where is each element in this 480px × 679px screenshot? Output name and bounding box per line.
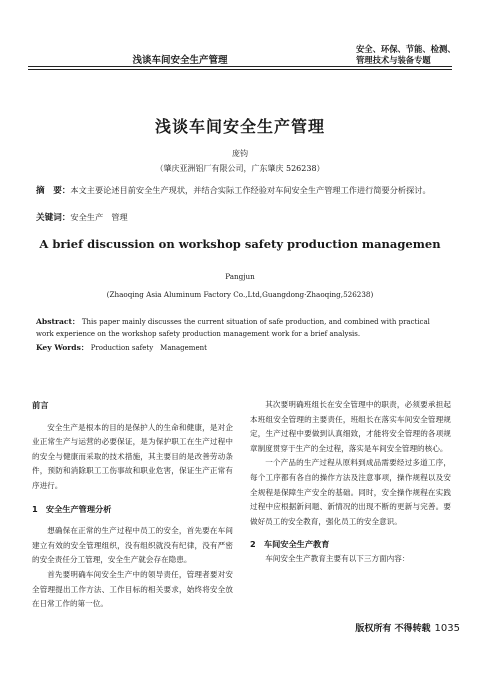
keywords-text-en: Production safety Management	[90, 344, 207, 352]
abstract-label-cn: 摘 要：	[36, 186, 71, 196]
keywords-en	[36, 342, 448, 353]
header-rule-top	[28, 66, 452, 67]
keywords-cn	[36, 211, 446, 223]
abstract-cn	[36, 183, 446, 198]
running-header-title: 浅谈车间安全生产管理	[132, 55, 228, 66]
author-cn: 庞钧	[232, 149, 248, 158]
body-paragraph: 首先要明确车间安全生产中的领导责任，管理者要对安全管理提出工作方法、工作目标的相关要求，始终将安全放在日常工作的第一位。	[32, 569, 233, 609]
preface-heading: 前言	[32, 400, 49, 410]
section-1-heading: 1 安全生产管理分析	[32, 503, 112, 514]
page-footer	[300, 621, 460, 634]
page-number: 1035	[434, 623, 460, 634]
keywords-text-cn: 安全生产 管理	[70, 212, 128, 222]
body-column-left	[32, 398, 233, 612]
section-line-1: 安全、环保、节能、检测、	[356, 44, 456, 54]
body-paragraph: 安全生产是根本的目的是保护人的生命和健康，是对企业正常生产与运营的必要保证，是为保护职工在生产过程中的安全与健康而采取的技术措施，其主要目的是改善劳动条件，预防和消除职工工伤事故和职业危害，保证生产正常有序进行。	[32, 422, 233, 490]
keywords-label-cn: 关键词：	[36, 213, 71, 223]
abstract-label-en: Abstract：	[36, 317, 80, 326]
affiliation-en: (Zhaoqing Asia Aluminum Factory Co.,Ltd,Guangdong·Zhaoqing,526238)	[106, 290, 374, 299]
section-2-heading: 2 车间安全生产教育	[250, 539, 330, 550]
author-en: Pangjun	[225, 272, 255, 281]
section-line-2: 管理技术与装备专题	[356, 55, 431, 65]
paper-title-en: A brief discussion on workshop safety production managemen	[39, 237, 441, 251]
keywords-label-en: Key Words：	[36, 343, 89, 352]
body-paragraph: 其次要明确班组长在安全管理中的职责，必须要承担起本班组安全管理的主要责任，班组长在落实车间安全管理规定，生产过程中要做到认真细致，才能将安全管理的各项规章制度贯穿于生产的全过程，落实是车间安全管理的核心。	[250, 400, 451, 453]
body-paragraph: 想确保在正常的生产过程中员工的安全，首先要在车间建立有效的安全管理组织，没有组织就没有纪律，没有严密的安全责任分工管理，安全生产就会存在隐患。	[32, 526, 233, 565]
copyright-notice: 版权所有 不得转载	[355, 624, 431, 634]
running-header-section	[356, 44, 456, 66]
body-column-right	[250, 398, 451, 567]
body-paragraph: 一个产品的生产过程从原料到成品需要经过多道工序，每个工序都有各自的操作方法及注意事项，操作规程以及安全规程是保障生产安全的基础。同时，安全操作规程在实践过程中应根据新问题、新情况的出现不断的更新与完善。要做好员工的安全教育，强化员工的安全意识。	[250, 458, 451, 526]
abstract-text-cn: 本文主要论述目前安全生产现状，并结合实际工作经验对车间安全生产管理工作进行简要分析探讨。	[70, 185, 431, 195]
header-rule-bottom	[28, 69, 452, 70]
body-paragraph: 车间安全生产教育主要有以下三方面内容：	[265, 553, 410, 563]
abstract-text-en: This paper mainly discusses the current situation of safe production, and combined with practical work experience on the workshop safety production management work for a brief analysis.	[36, 318, 430, 338]
paper-title-cn: 浅谈车间安全生产管理	[154, 117, 325, 136]
abstract-en	[36, 316, 448, 340]
affiliation-cn: （肇庆亚洲铝厂有限公司，广东肇庆 526238）	[155, 164, 325, 173]
